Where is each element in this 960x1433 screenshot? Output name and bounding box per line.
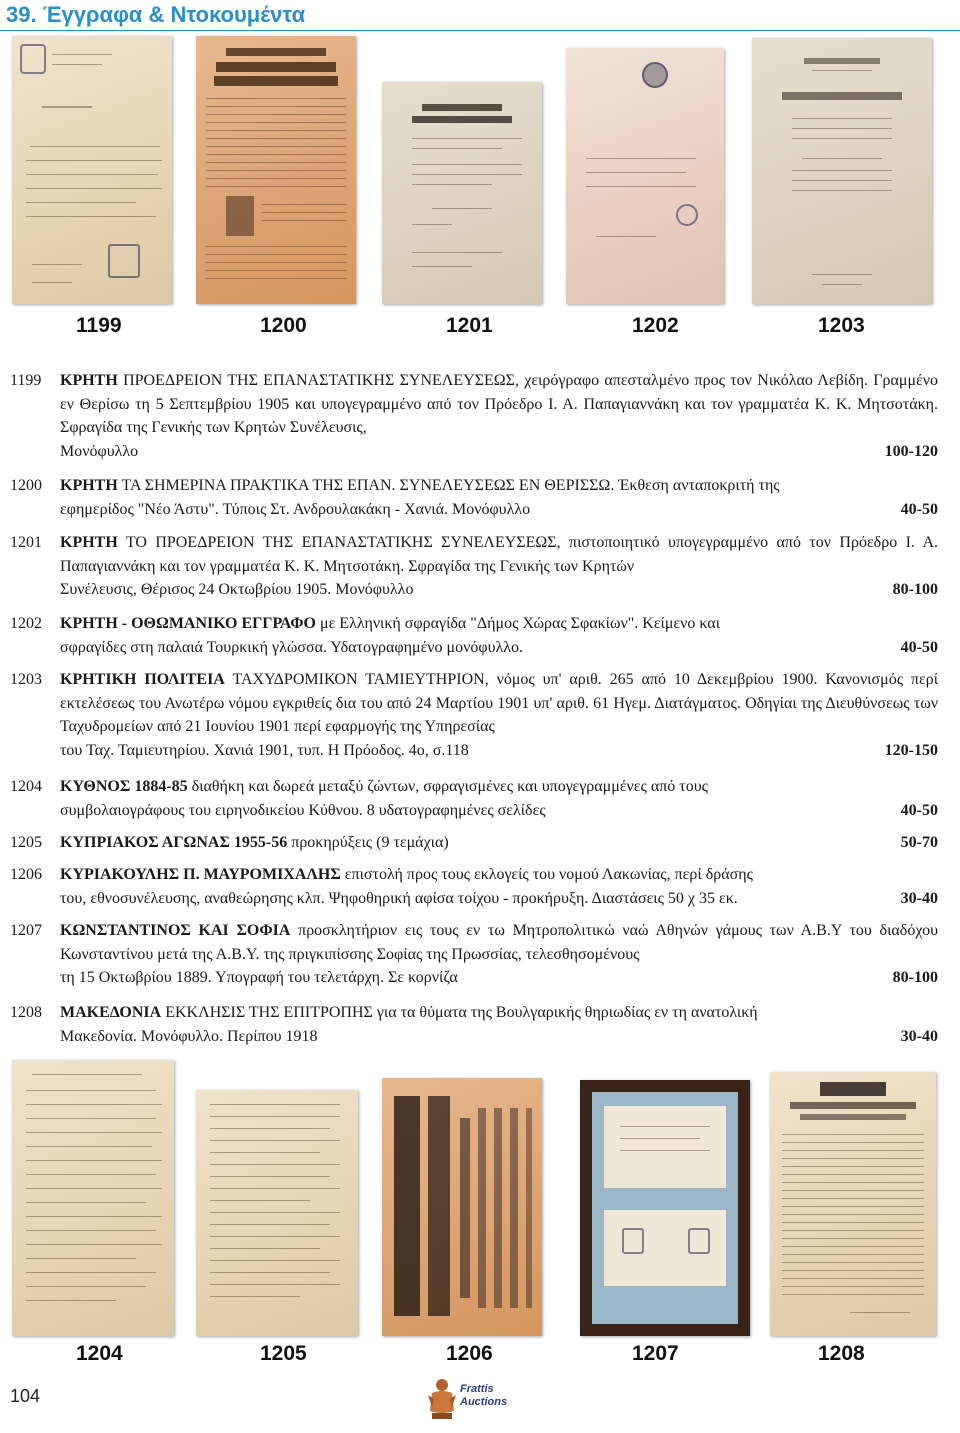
lot-photo-1200[interactable] <box>196 36 356 304</box>
lot-description-end: Μονόφυλλο <box>60 442 139 460</box>
lot-price: 120-150 <box>884 741 938 759</box>
lot-price: 30-40 <box>900 889 938 907</box>
lot-photo-1199[interactable] <box>12 36 172 304</box>
emblem-icon <box>622 1228 644 1254</box>
photo-label-1199: 1199 <box>76 314 122 337</box>
lot-price: 40-50 <box>900 500 938 518</box>
lot-1208 <box>10 1001 938 1048</box>
lot-title: ΚΡΗΤΗ - ΟΘΩΜΑΝΙΚΟ ΕΓΓΡΑΦΟ <box>60 615 316 632</box>
photo-label-1208: 1208 <box>818 1342 865 1365</box>
logo-line-2: Auctions <box>460 1396 508 1408</box>
lot-1207 <box>10 919 938 990</box>
lot-price: 80-100 <box>892 969 938 986</box>
title-divider <box>0 30 960 31</box>
lot-photo-1203[interactable] <box>752 38 932 304</box>
lot-number: 1199 <box>10 372 42 389</box>
emblem-icon <box>20 44 46 74</box>
photo-label-1201: 1201 <box>446 314 493 337</box>
lot-photo-1201[interactable] <box>382 82 542 304</box>
lot-title: ΚΡΗΤΗ <box>60 477 118 494</box>
emblem-icon <box>688 1228 710 1254</box>
lot-title: ΚΥΠΡΙΑΚΟΣ ΑΓΩΝΑΣ 1955-56 <box>60 834 288 851</box>
lot-1202 <box>10 612 938 659</box>
lot-description: ΤΑ ΣΗΜΕΡΙΝΑ ΠΡΑΚΤΙΚΑ ΤΗΣ ΕΠΑΝ. ΣΥΝΕΛΕΥΣΕΩΣ ΕΝ ΘΕΡΙΣΣΩ. Έκθεση ανταποκριτή της <box>117 477 780 494</box>
lot-number: 1201 <box>10 534 42 551</box>
lot-1204 <box>10 775 938 822</box>
lot-number: 1200 <box>10 477 42 494</box>
lot-1206 <box>10 863 938 910</box>
page-number: 104 <box>10 1386 41 1406</box>
frattis-logo <box>424 1377 524 1421</box>
lot-description: επιστολή προς τους εκλογείς του νομού Λακωνίας, περί δράσης <box>340 866 753 883</box>
lot-1203 <box>10 668 938 762</box>
lot-description-end: του Ταχ. Ταμιευτηρίου. Χανιά 1901, τυπ. Η Πρόοδος. 4ο, σ.118 <box>60 741 469 759</box>
lot-description-end: εφημερίδος "Νέο Άστυ". Τύποις Στ. Ανδρουλακάκη - Χανιά. Μονόφυλλο <box>60 500 531 518</box>
lot-photo-1207[interactable] <box>580 1080 750 1336</box>
photo-label-1200: 1200 <box>260 314 307 337</box>
lot-description-end: τη 15 Οκτωβρίου 1889. Υπογραφή του τελετάρχη. Σε κορνίζα <box>60 969 458 986</box>
lot-photo-1202[interactable] <box>566 48 724 304</box>
lot-description: διαθήκη και δωρεά μεταξύ ζώντων, σφραγισμένες και υπογεγραμμένες από τους <box>187 778 708 795</box>
lot-price: 100-120 <box>884 442 938 460</box>
lot-description: ΤΑΧΥΔΡΟΜΙΚΟΝ ΤΑΜΙΕΥΤΗΡΙΟΝ, νόμος υπ' αριθ. 265 από 10 Δεκεμβρίου 1900. Κανονισμός περί εκτελέσεως του Ανωτέρω νόμου εγκριθείς δια του από 24 Μαρτίου 1901 υπ' αριθ. 61 Ηγεμ. Διατάγματος. Οδηγίαι της Διευθύνσεως των Ταχυδρομείων από 21 Ιουνίου 1901 περί εφαρμογής της Υπηρεσίας <box>60 671 939 735</box>
photo-label-1205: 1205 <box>260 1342 307 1365</box>
photo-label-1206: 1206 <box>446 1342 493 1365</box>
photo-label-1204: 1204 <box>76 1342 123 1365</box>
lot-title: ΚΡΗΤΗ <box>60 534 118 551</box>
lot-1199 <box>10 369 938 463</box>
logo-line-1: Frattis <box>460 1383 494 1395</box>
lot-description: ΕΚΚΛΗΣΙΣ ΤΗΣ ΕΠΙΤΡΟΠΗΣ για τα θύματα της Βουλγαρικής θηριωδίας εν τη ανατολική <box>161 1004 758 1021</box>
lot-number: 1206 <box>10 866 42 883</box>
lot-1200 <box>10 474 938 521</box>
lot-description-end: προκηρύξεις (9 τεμάχια) <box>287 834 449 851</box>
lot-title: ΚΡΗΤΗ <box>60 372 118 389</box>
lot-title: ΜΑΚΕΔΟΝΙΑ <box>60 1004 162 1021</box>
lot-price: 30-40 <box>900 1027 938 1045</box>
lot-photo-1208[interactable] <box>770 1072 936 1336</box>
lot-description: προσκλητήριον εις τους εν τω Μητροπολιτικώ ναώ Αθηνών γάμους των Α.Β.Υ του διαδόχου Κωνσταντίνου μετά της Α.Β.Υ. της πριγκιπίσσης Σοφίας της Πρωσσίας, τελεσθησομένους <box>60 922 938 963</box>
lot-number: 1204 <box>10 778 42 795</box>
lot-price: 40-50 <box>900 638 938 656</box>
lot-description-end: του, εθνοσυνέλευσης, αναθεώρησης κλπ. Ψηφοθηρική αφίσα τοίχου - προκήρυξη. Διαστάσεις 50 χ 35 εκ. <box>60 889 738 907</box>
header-bar <box>0 0 960 30</box>
lot-description: ΠΡΟΕΔΡΕΙΟΝ ΤΗΣ ΕΠΑΝΑΣΤΑΤΙΚΗΣ ΣΥΝΕΛΕΥΣΕΩΣ, χειρόγραφο απεσταλμένο προς τον Νικόλαο Λεβίδη. Γραμμένο εν Θερίσω τη 5 Σεπτεμβρίου 1905 και υπογεγραμμένο από τον Πρόεδρο Ι. Α. Παπαγιαννάκη και τον γραμματέα Κ. Κ. Μητσοτάκη. Σφραγίδα της Γενικής των Κρητών Συνέλευσις, <box>60 372 938 436</box>
lot-photo-1204[interactable] <box>12 1060 174 1336</box>
seal-icon <box>108 244 140 278</box>
seal-icon <box>676 204 698 226</box>
lot-title: ΚΥΘΝΟΣ 1884-85 <box>60 778 188 795</box>
lot-photo-1205[interactable] <box>196 1090 358 1336</box>
lot-number: 1205 <box>10 834 42 851</box>
lot-photo-1206[interactable] <box>382 1078 542 1336</box>
lot-description-end: συμβολαιογράφους του ειρηνοδικείου Κύθνου. 8 υδατογραφημένες σελίδες <box>60 801 546 819</box>
lot-price: 80-100 <box>892 581 938 598</box>
statue-logo-icon <box>424 1377 460 1421</box>
lot-description-end: σφραγίδες στη παλαιά Τουρκική γλώσσα. Υδατογραφημένο μονόφυλλο. <box>60 638 524 656</box>
lot-title: ΚΡΗΤΙΚΗ ΠΟΛΙΤΕΙΑ <box>60 671 225 688</box>
photo-label-1203: 1203 <box>818 314 865 337</box>
lot-description-end: Συνέλευσις, Θέρισος 24 Οκτωβρίου 1905. Μονόφυλλο <box>60 581 414 598</box>
lot-title: ΚΥΡΙΑΚΟΥΛΗΣ Π. ΜΑΥΡΟΜΙΧΑΛΗΣ <box>60 866 341 883</box>
lot-title: ΚΩΝΣΤΑΝΤΙΝΟΣ ΚΑΙ ΣΟΦΙΑ <box>60 922 291 939</box>
page-title: 39. Έγγραφα & Ντοκουμέντα <box>6 2 306 27</box>
lot-number: 1208 <box>10 1004 42 1021</box>
lot-description-end: Μακεδονία. Μονόφυλλο. Περίπου 1918 <box>60 1027 318 1045</box>
lot-price: 50-70 <box>900 834 938 851</box>
seal-icon <box>642 62 668 88</box>
lot-price: 40-50 <box>900 801 938 819</box>
lot-number: 1202 <box>10 615 42 632</box>
lot-number: 1207 <box>10 922 42 939</box>
lot-1201 <box>10 531 938 602</box>
photo-label-1202: 1202 <box>632 314 679 337</box>
lot-number: 1203 <box>10 671 42 688</box>
lot-1205 <box>10 831 938 855</box>
lot-description: ΤΟ ΠΡΟΕΔΡΕΙΟΝ ΤΗΣ ΕΠΑΝΑΣΤΑΤΙΚΗΣ ΣΥΝΕΛΕΥΣΕΩΣ, πιστοποιητικό υπογεγραμμένο από τον Πρόεδρο Ι. Α. Παπαγιαννάκη και τον γραμματέα Κ. Κ. Μητσοτάκη. Σφραγίδα της Γενικής των Κρητών <box>60 534 938 575</box>
lot-description: με Ελληνική σφραγίδα "Δήμος Χώρας Σφακίων". Κείμενο και <box>316 615 720 632</box>
photo-label-1207: 1207 <box>632 1342 679 1365</box>
